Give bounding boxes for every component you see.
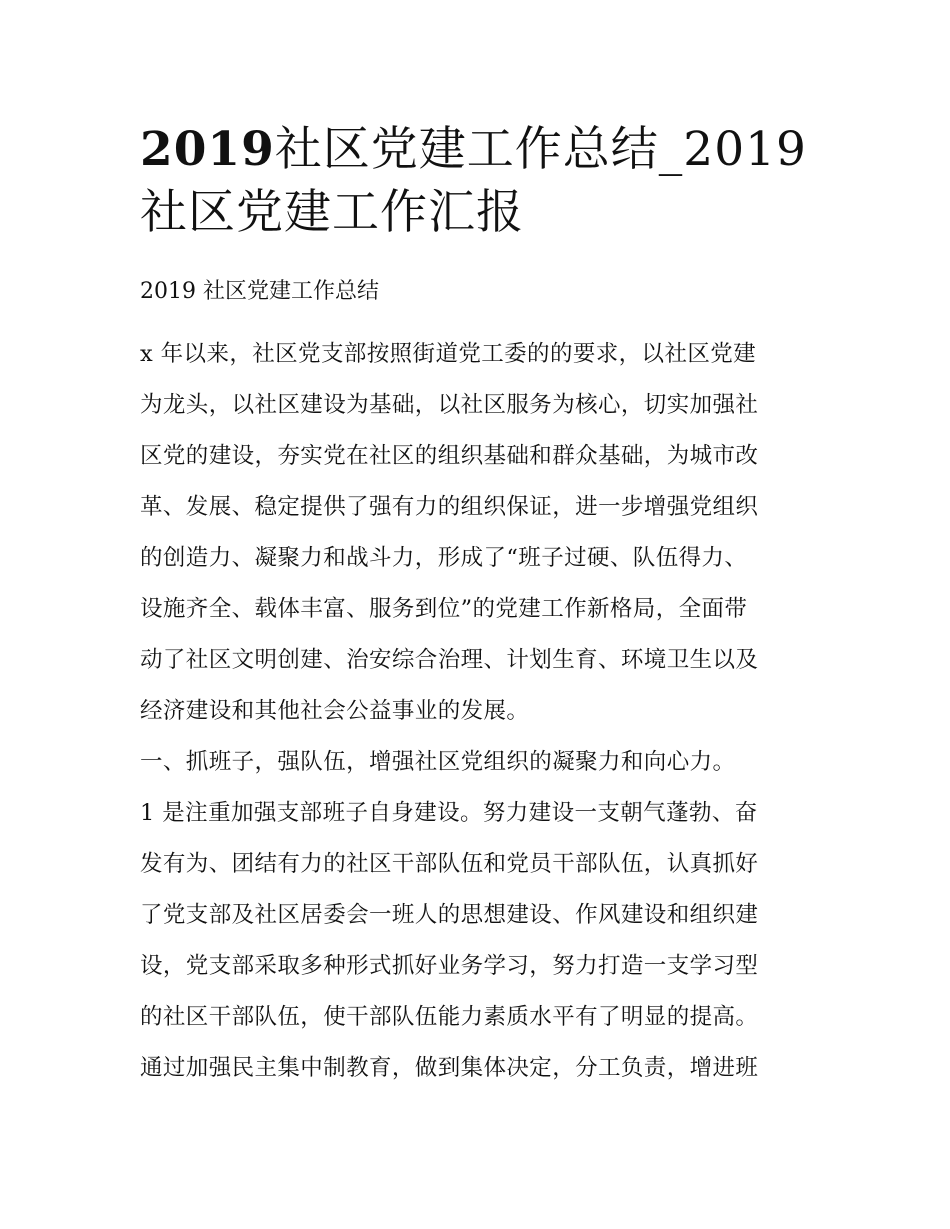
title-text: 社区党建工作总结_2019 [274, 122, 807, 177]
text-line: 为龙头，以社区建设为基础，以社区服务为核心，切实加强社 [140, 392, 759, 418]
text-line: 设，党支部采取多种形式抓好业务学习，努力打造一支学习型 [140, 953, 759, 979]
title-text: 社区党建工作汇报 [140, 185, 524, 240]
document-title [140, 118, 820, 244]
text-line: x 年以来，社区党支部按照街道党工委的的要求，以社区党建 [140, 341, 757, 367]
section-heading: 一、抓班子，强队伍，增强社区党组织的凝聚力和向心力。 [140, 749, 736, 775]
text-line: 革、发展、稳定提供了强有力的组织保证，进一步增强党组织 [140, 494, 759, 520]
text-line: 通过加强民主集中制教育，做到集体决定，分工负责，增进班 [140, 1055, 759, 1081]
title-year: 2019 [140, 122, 275, 177]
text-line: 动了社区文明创建、治安综合治理、计划生育、环境卫生以及 [140, 647, 759, 673]
title-line-2 [140, 181, 820, 244]
text-line: 的社区干部队伍，使干部队伍能力素质水平有了明显的提高。 [140, 1004, 759, 1030]
body-text [140, 329, 820, 1094]
text-line: 经济建设和其他社会公益事业的发展。 [140, 698, 530, 724]
document-content [140, 118, 820, 1094]
text-line: 设施齐全、载体丰富、服务到位”的党建工作新格局，全面带 [140, 596, 748, 622]
text-line: 发有为、团结有力的社区干部队伍和党员干部队伍，认真抓好 [140, 851, 759, 877]
text-line: 区党的建设，夯实党在社区的组织基础和群众基础，为城市改 [140, 443, 759, 469]
title-line-1 [140, 118, 820, 181]
text-line: 了党支部及社区居委会一班人的思想建设、作风建设和组织建 [140, 902, 759, 928]
text-line: 1 是注重加强支部班子自身建设。努力建设一支朝气蓬勃、奋 [140, 800, 758, 826]
text-line: 的创造力、凝聚力和战斗力，形成了“班子过硬、队伍得力、 [140, 545, 748, 571]
section-subtitle: 2019 社区党建工作总结 [140, 279, 379, 304]
